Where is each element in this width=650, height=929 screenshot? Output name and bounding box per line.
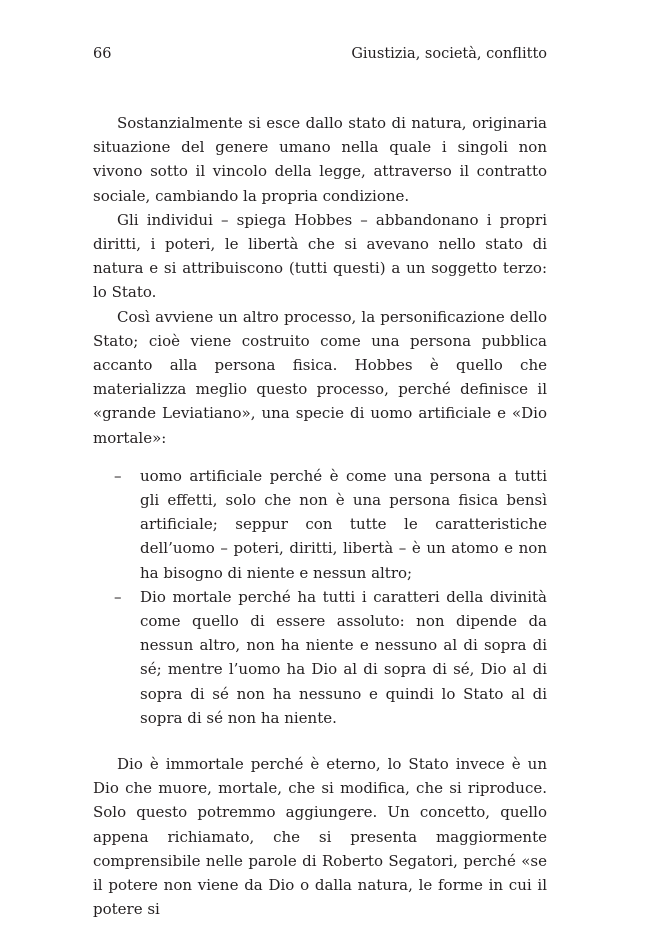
paragraph: Gli individui – spiega Hobbes – abbandonano i propri diritti, i poteri, le libertà che si avevano nello stato di natura e si attribuiscono (tutti questi) a un soggetto terzo: lo Stato.	[93, 210, 547, 302]
dash-bullet: –	[114, 587, 122, 606]
list-item-text: Dio mortale perché ha tutti i caratteri della divinità come quello di essere assoluto: non dipende da nessun altro, non ha niente e nessuno al di sopra di sé; mentre l’uomo ha Dio al di sopra di sé, Dio al di sopra di sé non ha nessuno e quindi lo Stato al di sopra di sé non ha niente.	[140, 587, 547, 727]
dash-bullet: –	[114, 466, 122, 485]
running-title: Giustizia, società, conflitto	[351, 46, 547, 62]
list-item-text: uomo artificiale perché è come una persona a tutti gli effetti, solo che non è una persona fisica bensì artificiale; seppur con tutte le caratteristiche dell’uomo – poteri, diritti, libertà – è un atomo e non ha bisogno di niente e nessun altro;	[140, 466, 547, 582]
page-header	[93, 44, 547, 64]
list-item	[114, 585, 547, 730]
list-item	[114, 464, 547, 585]
paragraph: Dio è immortale perché è eterno, lo Stato invece è un Dio che muore, mortale, che si modifica, che si riproduce. Solo questo potremmo aggiungere. Un concetto, quello appena richiamato, che si presenta maggiormente comprensibile nelle parole di Roberto Segatori, perché «se il potere non viene da Dio o dalla natura, le forme in cui il potere si	[93, 755, 547, 919]
paragraph: Così avviene un altro processo, la personificazione dello Stato; cioè viene costruito come una persona pubblica accanto alla persona fisica. Hobbes è quello che materializza meglio questo processo, perché definisce il «grande Leviatiano», una specie di uomo artificiale e «Dio mortale»:	[93, 307, 547, 447]
body-text	[93, 111, 547, 922]
page-number: 66	[93, 46, 112, 62]
paragraph: Sostanzialmente si esce dallo stato di natura, originaria situazione del genere umano nella quale i singoli non vivono sotto il vincolo della legge, attraverso il contratto sociale, cambiando la propria condizione.	[93, 114, 547, 205]
dash-list	[93, 464, 547, 730]
